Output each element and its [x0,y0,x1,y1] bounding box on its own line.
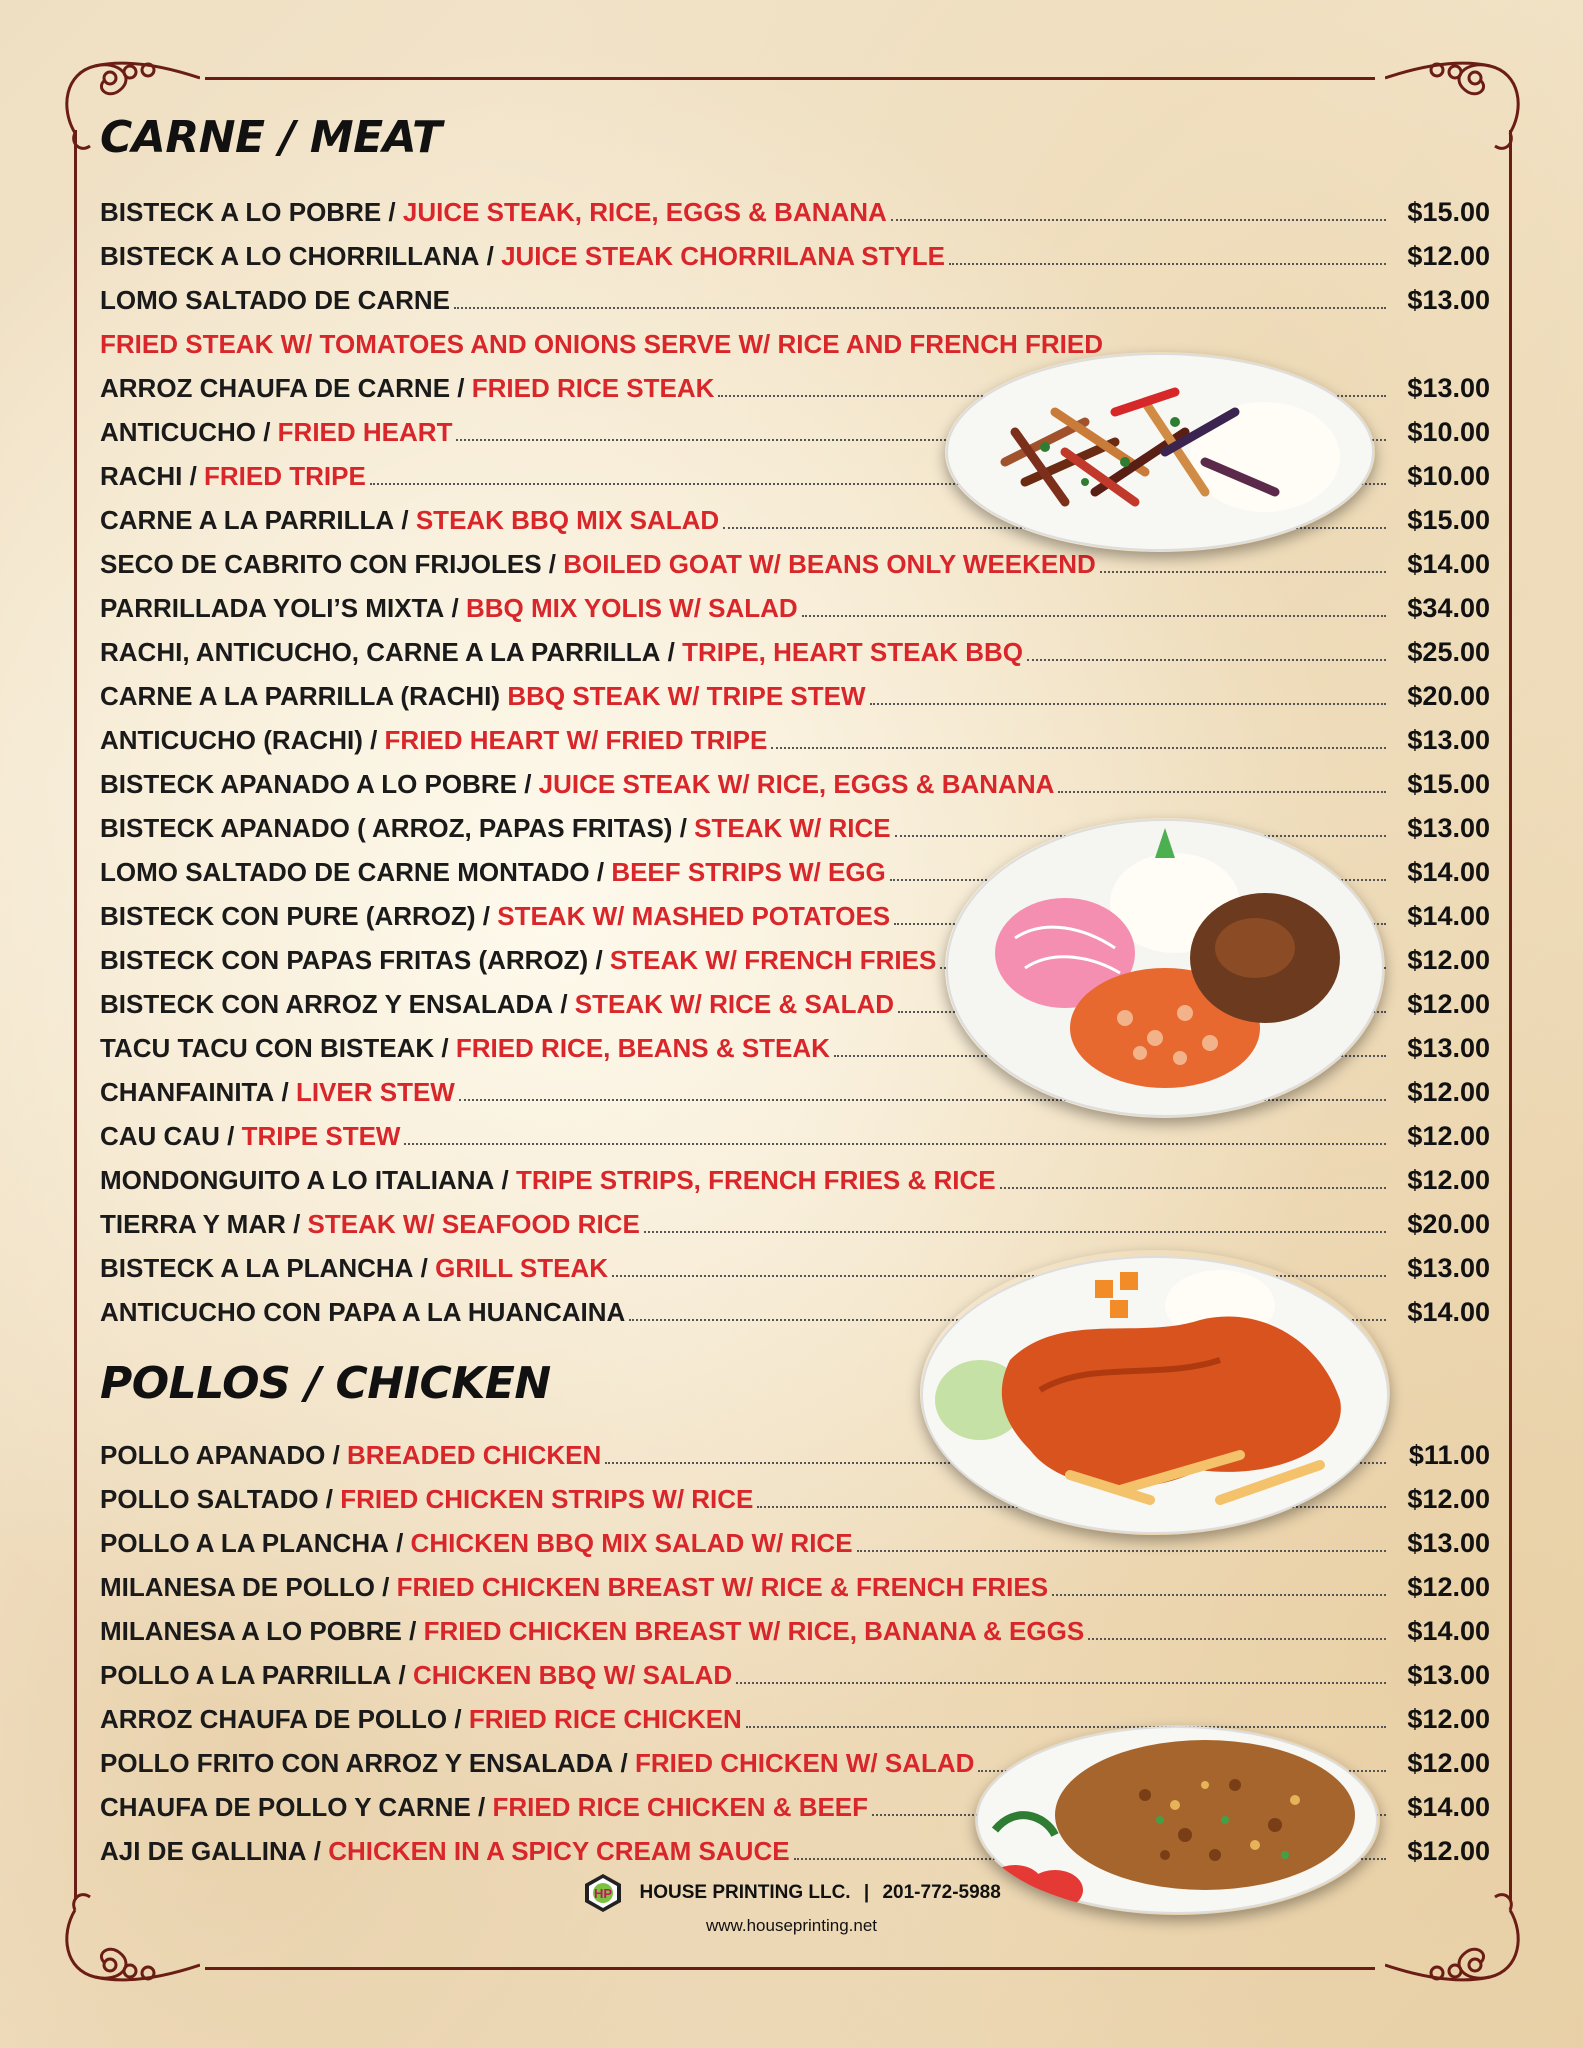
menu-item-name: LOMO SALTADO DE CARNE MONTADO [100,857,590,887]
menu-item-price: $12.00 [1407,945,1490,975]
menu-item [100,674,1490,718]
dot-leader [771,747,1386,749]
menu-item-separator: / [447,1704,469,1734]
menu-item-price: $14.00 [1407,1616,1490,1646]
menu-item-name: BISTECK A LA PLANCHA [100,1253,414,1283]
menu-item-price: $13.00 [1407,373,1490,403]
menu-item-name: POLLO APANADO [100,1440,326,1470]
meat-menu-list [100,190,1490,1334]
menu-item-name: SECO DE CABRITO CON FRIJOLES [100,549,542,579]
menu-item-price: $34.00 [1407,593,1490,623]
menu-item-price: $13.00 [1407,1253,1490,1283]
dot-leader [404,1143,1386,1145]
menu-item-name: PARRILLADA YOLI’S MIXTA [100,593,445,623]
menu-item-price: $12.00 [1407,1572,1490,1602]
menu-item-description: STEAK W/ SEAFOOD RICE [307,1209,640,1239]
menu-item-separator: / [516,769,539,799]
menu-item-name: BISTECK CON PURE (ARROZ) [100,901,476,931]
menu-item-description: FRIED HEART [277,417,453,447]
menu-item [100,542,1490,586]
menu-item-name: BISTECK APANADO ( ARROZ, PAPAS FRITAS) [100,813,673,843]
menu-item-name: ARROZ CHAUFA DE CARNE [100,373,451,403]
menu-item-name: AJI DE GALLINA [100,1836,307,1866]
menu-item-description: FRIED RICE, BEANS & STEAK [455,1033,830,1063]
corner-ornament-top-right [1385,48,1535,158]
menu-item-description: TRIPE STEW [241,1121,401,1151]
menu-item-description: STEAK W/ RICE & SALAD [574,989,895,1019]
menu-item-price: $11.00 [1408,1440,1490,1470]
menu-item-price: $14.00 [1407,857,1490,887]
menu-item-description: FRIED TRIPE [204,461,366,491]
menu-item-separator: / [553,989,575,1019]
dot-leader [644,1231,1386,1233]
menu-item-separator: / [182,461,205,491]
menu-item-price: $12.00 [1407,1121,1490,1151]
menu-item-name: POLLO FRITO CON ARROZ Y ENSALADA [100,1748,614,1778]
menu-item-description: BOILED GOAT W/ BEANS ONLY WEEKEND [563,549,1096,579]
menu-item-separator: / [479,241,502,271]
menu-item-price: $14.00 [1407,901,1490,931]
menu-item-price: $13.00 [1407,1660,1490,1690]
menu-item [100,234,1490,278]
menu-item-description: LIVER STEW [295,1077,455,1107]
menu-item-name: CAU CAU [100,1121,220,1151]
menu-item-name: CHANFAINITA [100,1077,275,1107]
dot-leader [870,703,1386,705]
menu-item-price: $10.00 [1407,417,1490,447]
printer-phone: 201-772-5988 [882,1882,1001,1904]
menu-item [100,1202,1490,1246]
menu-item [100,586,1490,630]
frame-left-line [74,130,77,1900]
menu-item-name: POLLO SALTADO [100,1484,319,1514]
menu-item-separator: / [450,373,472,403]
menu-item-name: TIERRA Y MAR [100,1209,286,1239]
menu-item-price: $12.00 [1407,989,1490,1019]
menu-item-price: $14.00 [1407,549,1490,579]
menu-item [100,1114,1490,1158]
menu-item-name: RACHI, ANTICUCHO, CARNE A LA PARRILLA [100,637,661,667]
menu-item-description: CHICKEN BBQ MIX SALAD W/ RICE [410,1528,853,1558]
menu-item-separator: / [613,1748,635,1778]
menu-item-name: ARROZ CHAUFA DE POLLO [100,1704,448,1734]
menu-item-name: BISTECK CON PAPAS FRITAS (ARROZ) [100,945,589,975]
dot-leader [1027,659,1386,661]
menu-item-price: $13.00 [1407,285,1490,315]
menu-item-description: FRIED CHICKEN BREAST W/ RICE & FRENCH FRIES [396,1572,1049,1602]
menu-item-name: BISTECK A LO CHORRILLANA [100,241,480,271]
menu-item-description: BEEF STRIPS W/ EGG [611,857,886,887]
menu-item [100,322,1490,366]
menu-item-separator: / [388,1528,411,1558]
dot-leader [746,1726,1386,1728]
frame-top-line [205,77,1375,80]
menu-item-price: $13.00 [1407,813,1490,843]
menu-item-description: FRIED RICE STEAK [471,373,715,403]
menu-item-separator: / [589,857,612,887]
dot-leader [1000,1187,1386,1189]
dot-leader [736,1682,1386,1684]
menu-item-price: $13.00 [1407,725,1490,755]
printer-footer [0,1872,1583,1936]
dot-leader [949,263,1386,265]
menu-item [100,1521,1490,1565]
menu-item-separator: / [306,1836,329,1866]
menu-item-price: $12.00 [1407,1077,1490,1107]
menu-item-description: CHICKEN BBQ W/ SALAD [412,1660,733,1690]
menu-item [100,1565,1490,1609]
menu-item [100,1158,1490,1202]
menu-item-price: $15.00 [1407,197,1490,227]
menu-item-price: $15.00 [1407,505,1490,535]
printer-divider: | [863,1882,870,1904]
house-printing-logo [582,1872,624,1914]
menu-item-separator: / [318,1484,341,1514]
menu-item [100,1653,1490,1697]
menu-item-description: BREADED CHICKEN [347,1440,602,1470]
menu-item-description: STEAK BBQ MIX SALAD [415,505,720,535]
menu-item-price: $14.00 [1407,1792,1490,1822]
logo-text: HP [594,1886,613,1901]
chicken-section-title: POLLOS / CHICKEN [100,1358,551,1409]
menu-item-separator: / [434,1033,456,1063]
menu-item-price: $14.00 [1407,1297,1490,1327]
menu-item-price: $12.00 [1407,1704,1490,1734]
menu-item-description: STEAK W/ FRENCH FRIES [609,945,937,975]
menu-item-description: FRIED HEART W/ FRIED TRIPE [384,725,768,755]
menu-item-description: BBQ MIX YOLIS W/ SALAD [465,593,798,623]
menu-item-separator: / [413,1253,436,1283]
menu-item-separator: / [381,197,403,227]
menu-item-separator: / [475,901,498,931]
menu-item-separator: / [672,813,695,843]
menu-item [100,190,1490,234]
menu-item-name: RACHI [100,461,183,491]
menu-item [100,278,1490,322]
menu-item-name: ANTICUCHO (RACHI) [100,725,363,755]
menu-item-price: $25.00 [1407,637,1490,667]
menu-item-separator: / [470,1792,493,1822]
menu-item [100,1697,1490,1741]
menu-item-separator: / [444,593,466,623]
menu-item-price: $20.00 [1407,681,1490,711]
menu-item-separator: / [374,1572,397,1602]
printer-company: HOUSE PRINTING LLC. [639,1882,851,1904]
menu-item-description: TRIPE STRIPS, FRENCH FRIES & RICE [515,1165,996,1195]
menu-item-price: $13.00 [1407,1528,1490,1558]
menu-item-name: MILANESA DE POLLO [100,1572,375,1602]
menu-item-name: ANTICUCHO CON PAPA A LA HUANCAINA [100,1297,626,1327]
menu-item-separator: / [362,725,385,755]
menu-item [100,630,1490,674]
menu-item-price: $10.00 [1407,461,1490,491]
menu-item-price: $13.00 [1407,1033,1490,1063]
menu-item-description: STEAK W/ RICE [694,813,891,843]
dot-leader [1100,571,1386,573]
printer-website[interactable]: www.houseprinting.net [705,1916,878,1935]
menu-item-separator: / [325,1440,348,1470]
menu-item-description: FRIED CHICKEN W/ SALAD [634,1748,975,1778]
menu-item-description: CHICKEN IN A SPICY CREAM SAUCE [328,1836,790,1866]
menu-item-separator: / [394,505,416,535]
menu-item-separator: / [256,417,278,447]
menu-item-name: LOMO SALTADO DE CARNE [100,285,451,315]
dot-leader [1052,1594,1386,1596]
menu-item [100,1609,1490,1653]
menu-item-price: $20.00 [1407,1209,1490,1239]
menu-item-name: BISTECK APANADO A LO POBRE [100,769,517,799]
menu-item-price: $12.00 [1407,1748,1490,1778]
dot-leader [802,615,1386,617]
menu-item-price: $12.00 [1407,1165,1490,1195]
dot-leader [454,307,1386,309]
frame-bottom-line [205,1967,1375,1970]
menu-item-separator: / [494,1165,516,1195]
printer-credit-line [0,1872,1583,1914]
menu-item-price: $12.00 [1407,241,1490,271]
dot-leader [891,219,1386,221]
menu-item-separator: / [401,1616,424,1646]
lomo-saltado-photo [945,352,1375,552]
menu-item-name: CARNE A LA PARRILLA (RACHI) [100,681,501,711]
menu-item-separator: / [541,549,564,579]
menu-item-separator [500,674,507,718]
menu-item-name: CHAUFA DE POLLO Y CARNE [100,1792,471,1822]
menu-item-description: BBQ STEAK W/ TRIPE STEW [507,681,866,711]
dot-leader [857,1550,1386,1552]
menu-item-description: STEAK W/ MASHED POTATOES [497,901,891,931]
menu-item-separator: / [219,1121,242,1151]
menu-item-name: BISTECK A LO POBRE [100,197,382,227]
menu-item-separator: / [588,945,610,975]
menu-item-name: ANTICUCHO [100,417,256,447]
menu-item-description: JUICE STEAK CHORRILANA STYLE [501,241,946,271]
dot-leader [1088,1638,1386,1640]
menu-item-separator: / [660,637,683,667]
dot-leader [1058,791,1386,793]
menu-item-name: MONDONGUITO A LO ITALIANA [100,1165,495,1195]
menu-item-name: BISTECK CON ARROZ Y ENSALADA [100,989,554,1019]
pollo-apanado-photo [920,1250,1390,1535]
menu-item-separator: / [391,1660,413,1690]
menu-item-description: FRIED RICE CHICKEN [468,1704,742,1734]
menu-item-description: FRIED CHICKEN STRIPS W/ RICE [340,1484,754,1514]
menu-item-description: JUICE STEAK W/ RICE, EGGS & BANANA [538,769,1055,799]
menu-item-price: $12.00 [1407,1836,1490,1866]
seco-con-frijoles-photo [945,818,1385,1118]
menu-item-description: FRIED STEAK W/ TOMATOES AND ONIONS SERVE W/ RICE AND FRENCH FRIED [100,329,1103,359]
menu-item-name: POLLO A LA PARRILLA [100,1660,392,1690]
menu-item-name: TACU TACU CON BISTEAK [100,1033,435,1063]
menu-item-name: POLLO A LA PLANCHA [100,1528,389,1558]
menu-item-price: $15.00 [1407,769,1490,799]
menu-item-description: FRIED CHICKEN BREAST W/ RICE, BANANA & EGGS [423,1616,1085,1646]
menu-item-description: JUICE STEAK, RICE, EGGS & BANANA [402,197,887,227]
menu-item-description: GRILL STEAK [435,1253,608,1283]
menu-item-description: TRIPE, HEART STEAK BBQ [682,637,1024,667]
menu-item-description: FRIED RICE CHICKEN & BEEF [492,1792,869,1822]
menu-item-separator: / [274,1077,296,1107]
menu-item-name: MILANESA A LO POBRE [100,1616,402,1646]
meat-section-title: CARNE / MEAT [100,112,442,163]
menu-item-separator: / [285,1209,308,1239]
menu-item-name: CARNE A LA PARRILLA [100,505,395,535]
menu-item [100,718,1490,762]
menu-item-price: $12.00 [1407,1484,1490,1514]
frame-right-line [1509,130,1512,1900]
menu-item [100,762,1490,806]
